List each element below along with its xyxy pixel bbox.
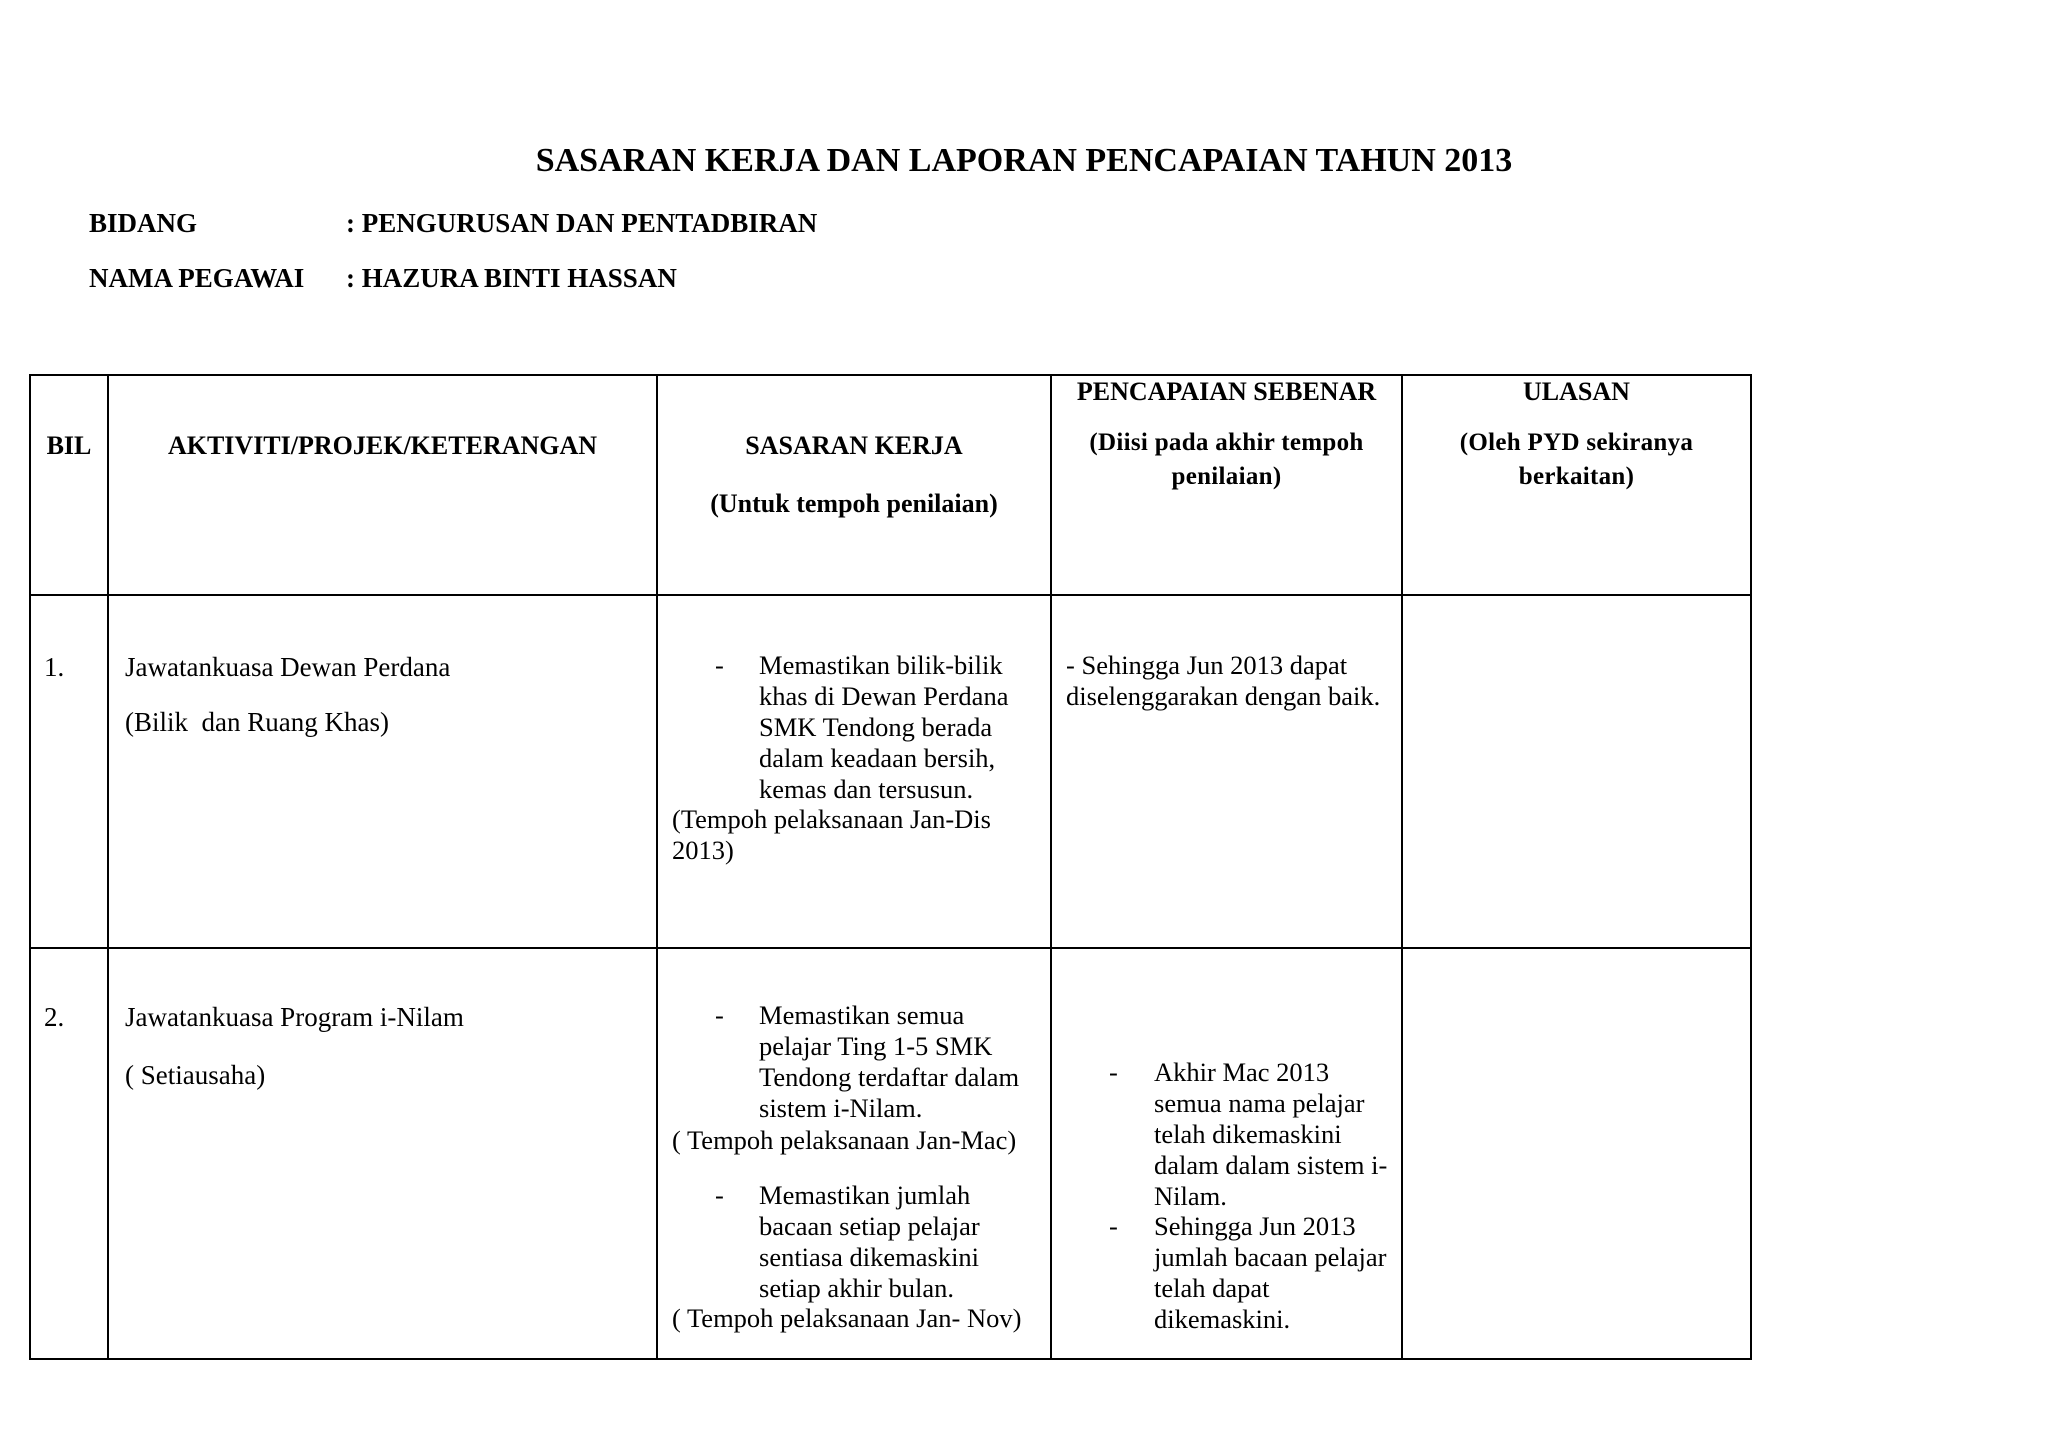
header-cell-bil	[30, 375, 108, 595]
table-row	[30, 595, 1751, 948]
target-period: ( Tempoh pelaksanaan Jan-Mac)	[672, 1125, 1017, 1155]
bullet-dash: -	[1109, 1211, 1118, 1241]
achievement-text: Akhir Mac 2013 semua nama pelajar telah dikemaskini dalam dalam sistem i- Nilam.	[1154, 1057, 1388, 1211]
cell-sasaran	[657, 595, 1051, 948]
header-cell-pencapaian	[1051, 375, 1402, 595]
header-sasaran: SASARAN KERJA	[745, 431, 963, 460]
achievement-text: - Sehingga Jun 2013 dapat diselenggarakan dengan baik.	[1066, 650, 1381, 711]
header-aktiviti: AKTIVITI/PROJEK/KETERANGAN	[167, 431, 598, 460]
table-header-row	[30, 375, 1751, 595]
header-pencapaian-note: (Diisi pada akhir tempoh penilaian)	[1089, 429, 1364, 490]
field-value-bidang: : PENGURUSAN DAN PENTADBIRAN	[346, 208, 818, 238]
cell-sasaran	[657, 948, 1051, 1359]
target-table	[29, 374, 1752, 1360]
header-cell-sasaran	[657, 375, 1051, 595]
row-number: 2.	[44, 1002, 65, 1032]
table-row	[30, 948, 1751, 1359]
cell-ulasan	[1402, 595, 1751, 948]
cell-bil	[30, 948, 108, 1359]
target-period: (Tempoh pelaksanaan Jan-Dis 2013)	[672, 804, 991, 865]
bullet-dash: -	[715, 650, 724, 680]
header-bil: BIL	[46, 431, 92, 460]
bullet-dash: -	[715, 1000, 724, 1030]
activity-detail: ( Setiausaha)	[125, 1060, 266, 1090]
target-text: Memastikan bilik-bilik khas di Dewan Perdana SMK Tendong berada dalam keadaan bersih, kemas dan tersusun.	[759, 650, 1009, 804]
field-label-nama-pegawai: NAMA PEGAWAI	[89, 263, 305, 293]
activity-detail: (Bilik dan Ruang Khas)	[125, 707, 389, 737]
bullet-dash: -	[715, 1180, 724, 1210]
cell-pencapaian	[1051, 595, 1402, 948]
cell-bil	[30, 595, 108, 948]
header-ulasan-note: (Oleh PYD sekiranya berkaitan)	[1459, 429, 1694, 490]
activity-name: Jawatankuasa Program i-Nilam	[125, 1002, 464, 1032]
cell-aktiviti	[108, 595, 657, 948]
row-number: 1.	[44, 652, 65, 682]
field-label-bidang: BIDANG	[89, 208, 198, 238]
header-pencapaian: PENCAPAIAN SEBENAR	[1076, 377, 1377, 406]
header-cell-ulasan	[1402, 375, 1751, 595]
cell-aktiviti	[108, 948, 657, 1359]
target-period: ( Tempoh pelaksanaan Jan- Nov)	[672, 1303, 1022, 1333]
header-sasaran-note: (Untuk tempoh penilaian)	[710, 489, 998, 518]
achievement-text: Sehingga Jun 2013 jumlah bacaan pelajar telah dapat dikemaskini.	[1154, 1211, 1387, 1334]
target-text: Memastikan jumlah bacaan setiap pelajar sentiasa dikemaskini setiap akhir bulan.	[759, 1180, 980, 1303]
header-cell-aktiviti	[108, 375, 657, 595]
cell-ulasan	[1402, 948, 1751, 1359]
cell-pencapaian	[1051, 948, 1402, 1359]
bullet-dash: -	[1109, 1057, 1118, 1087]
field-value-nama-pegawai: : HAZURA BINTI HASSAN	[346, 263, 677, 293]
target-text: Memastikan semua pelajar Ting 1-5 SMK Tendong terdaftar dalam sistem i-Nilam.	[759, 1000, 1020, 1123]
page-title: SASARAN KERJA DAN LAPORAN PENCAPAIAN TAHUN 2013	[535, 142, 1513, 179]
activity-name: Jawatankuasa Dewan Perdana	[125, 652, 451, 682]
header-ulasan: ULASAN	[1523, 377, 1630, 406]
